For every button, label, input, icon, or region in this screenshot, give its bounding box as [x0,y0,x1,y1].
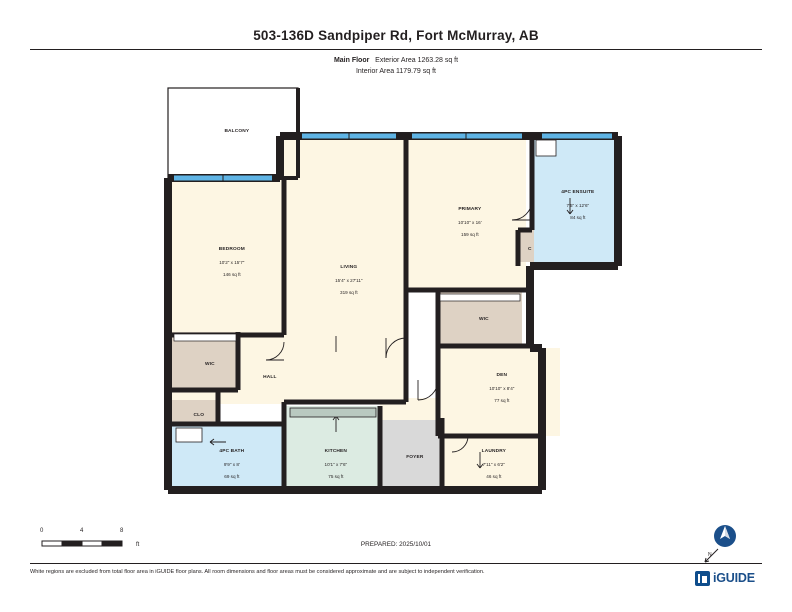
scale-tick-1: 4 [80,528,84,534]
room-label-primary: PRIMARY 10'10" x 16' 159 sq ft [458,207,482,238]
room-label-balcony: BALCONY [224,129,250,135]
page-title: 503-136D Sandpiper Rd, Fort McMurray, AB [253,28,539,43]
header-divider [30,49,762,50]
compass-north-label: N [708,552,712,558]
iguide-logo [695,568,765,588]
plan-geometry [168,88,618,490]
room-label-laundry: LAUNDRY 7'11" x 6'2" 46 sq ft [481,449,506,480]
compass-rose [700,522,746,568]
exterior-area: Exterior Area 1263.28 sq ft [375,57,459,64]
iguide-logo-text: iGUIDE [713,571,755,585]
room-label-ensuite: 4PC ENSUITE 7'5" x 12'6" 84 sq ft [561,190,595,221]
room-label-bath: 4PC BATH 9'9" x 8' 69 sq ft [219,449,245,480]
compass-icon [700,522,746,568]
footer-divider [30,563,762,564]
scale-tick-2: 8 [120,528,124,534]
room-label-wic-primary: WIC [478,317,489,323]
floorplan-drawing [150,80,670,510]
room-label-living: LIVING 15'4" x 27'11" 319 sq ft [335,265,363,296]
floorplan-svg [150,80,670,510]
room-label-wic-hall: WIC [204,362,215,368]
iguide-logo-mark [695,571,710,586]
room-label-hall: HALL [263,375,277,381]
room-label-den: DEN 10'10" x 8'4" 77 sq ft [489,373,515,404]
floor-summary [0,55,792,77]
prepared-date: PREPARED: 2025/10/01 [360,541,432,548]
room-label-clo: CLO [193,413,205,419]
room-label-foyer: FOYER [406,455,424,461]
scale-tick-0: 0 [40,528,44,534]
interior-area: Interior Area 1179.79 sq ft [355,68,437,75]
room-label-bedroom: BEDROOM 10'2" x 15'7" 146 sq ft [218,247,245,278]
disclaimer-text: White regions are excluded from total floor area in iGUIDE floor plans. All room dimensions and floor areas must be considered approximate and are subject to independent verification. [30,569,485,575]
scale-unit-label: ft [136,542,140,548]
room-label-closet-c: C [528,247,532,253]
room-label-kitchen: KITCHEN 10'1" x 7'6" 75 sq ft [324,449,348,480]
floor-label: Main Floor [333,57,370,64]
